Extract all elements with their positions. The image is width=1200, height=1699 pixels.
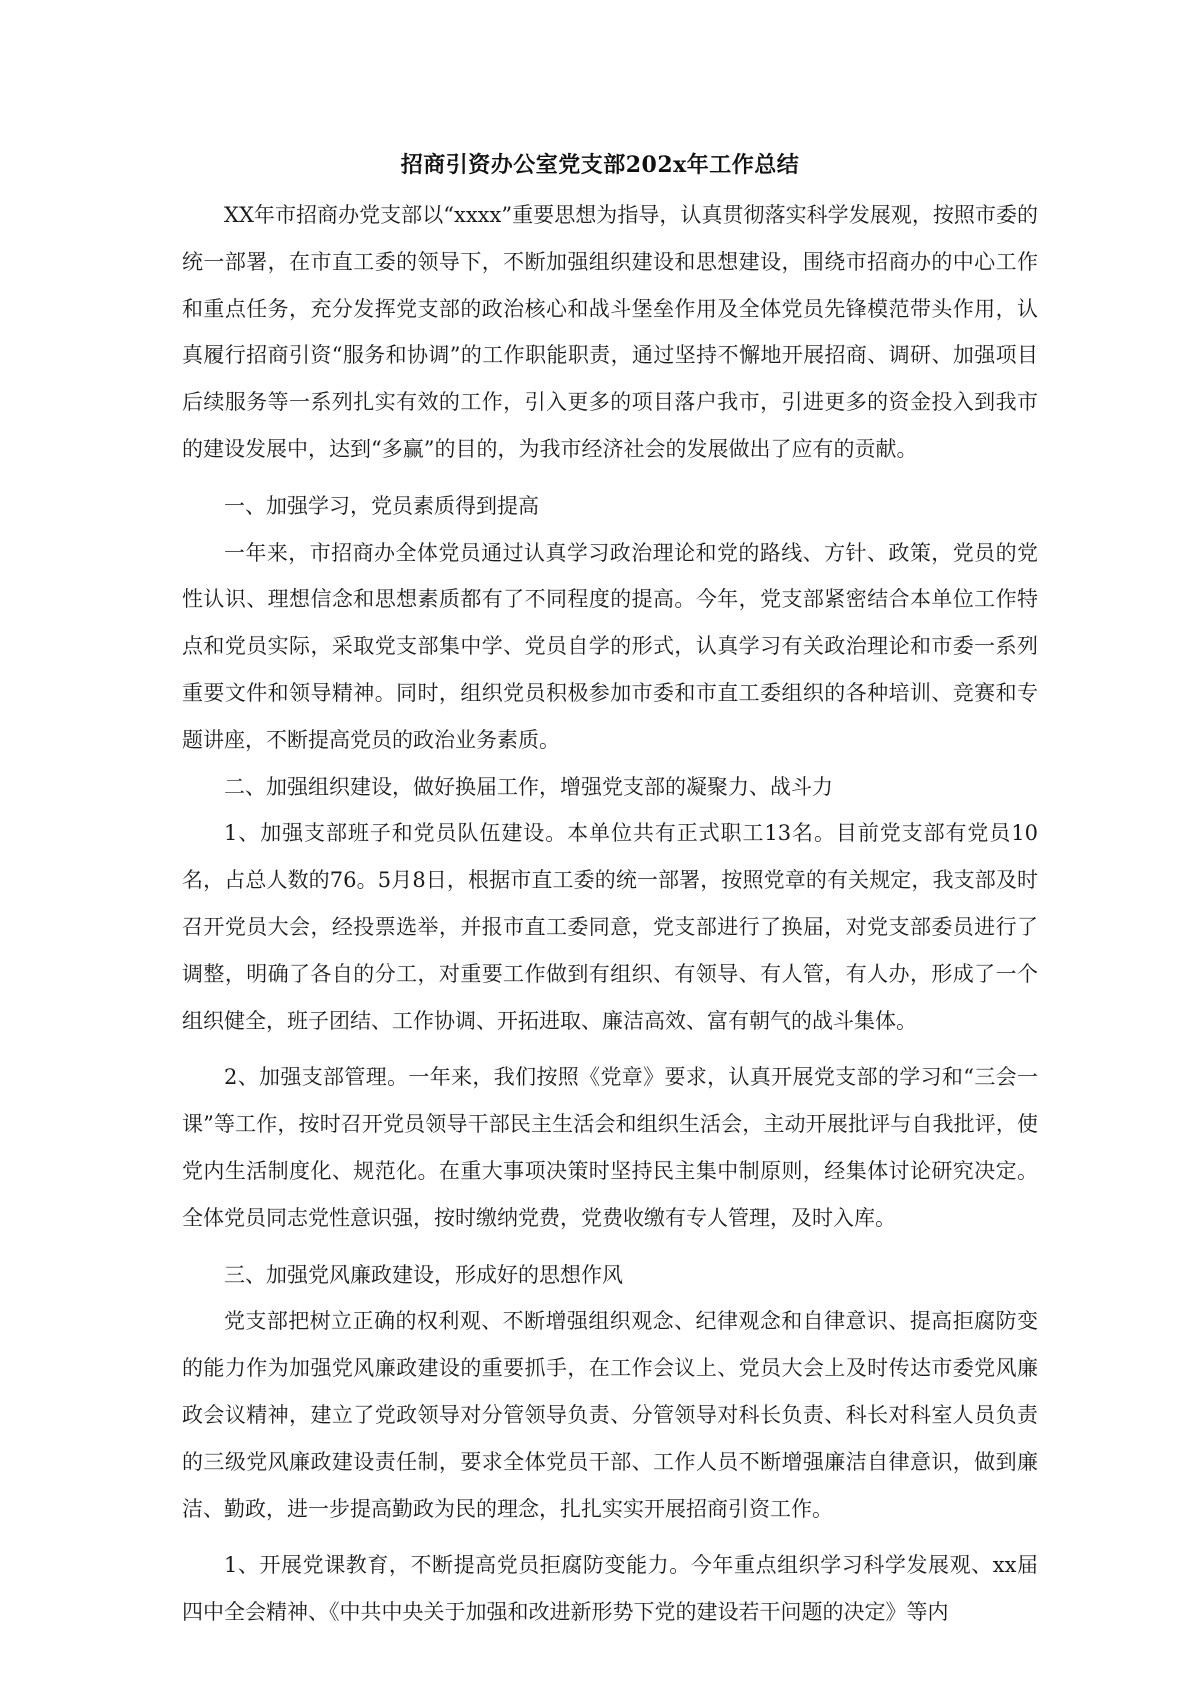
document-body [182, 192, 1038, 1636]
section-3-paragraph: 党支部把树立正确的权利观、不断增强组织观念、纪律观念和自律意识、提高拒腐防变的能力作为加强党风廉政建设的重要抓手，在工作会议上、党员大会上及时传达市委党风廉政会议精神，建立了党政领导对分管领导负责、分管领导对科长负责、科长对科室人员负责的三级党风廉政建设责任制，要求全体党员干部、工作人员不断增强廉洁自律意识，做到廉洁、勤政，进一步提高勤政为民的理念，扎扎实实开展招商引资工作。 [182, 1309, 1038, 1521]
section-2-item-1: 1、加强支部班子和党员队伍建设。本单位共有正式职工13名。目前党支部有党员10名，占总人数的76。5月8日，根据市直工委的统一部署，按照党章的有关规定，我支部及时召开党员大会，经投票选举，并报市直工委同意，党支部进行了换届，对党支部委员进行了调整，明确了各自的分工，对重要工作做到有组织、有领导、有人管，有人办，形成了一个组织健全，班子团结、工作协调、开拓进取、廉洁高效、富有朝气的战斗集体。 [182, 821, 1038, 1033]
section-heading-1: 一、加强学习，党员素质得到提高 [224, 493, 539, 518]
section-heading-2: 二、加强组织建设，做好换届工作，增强党支部的凝聚力、战斗力 [224, 774, 833, 799]
section-heading-3: 三、加强党风廉政建设，形成好的思想作风 [224, 1262, 623, 1287]
section-1-paragraph: 一年来，市招商办全体党员通过认真学习政治理论和党的路线、方针、政策，党员的党性认识、理想信念和思想素质都有了不同程度的提高。今年，党支部紧密结合本单位工作特点和党员实际，采取党支部集中学、党员自学的形式，认真学习有关政治理论和市委一系列重要文件和领导精神。同时，组织党员积极参加市委和市直工委组织的各种培训、竞赛和专题讲座，不断提高党员的政治业务素质。 [182, 540, 1038, 752]
section-3-item-1: 1、开展党课教育，不断提高党员拒腐防变能力。今年重点组织学习科学发展观、xx届四中全会精神、《中共中央关于加强和改进新形势下党的建设若干问题的决定》等内 [182, 1553, 1038, 1625]
document-title: 招商引资办公室党支部202x年工作总结 [400, 152, 800, 178]
section-2-item-2: 2、加强支部管理。一年来，我们按照《党章》要求，认真开展党支部的学习和“三会一课”等工作，按时召开党员领导干部民主生活会和组织生活会，主动开展批评与自我批评，使党内生活制度化、规范化。在重大事项决策时坚持民主集中制原则，经集体讨论研究决定。全体党员同志党性意识强，按时缴纳党费，党费收缴有专人管理，及时入库。 [182, 1065, 1038, 1230]
intro-paragraph: XX年市招商办党支部以“xxxx”重要思想为指导，认真贯彻落实科学发展观，按照市委的统一部署，在市直工委的领导下，不断加强组织建设和思想建设，围绕市招商办的中心工作和重点任务，充分发挥党支部的政治核心和战斗堡垒作用及全体党员先锋模范带头作用，认真履行招商引资“服务和协调”的工作职能职责，通过坚持不懈地开展招商、调研、加强项目后续服务等一系列扎实有效的工作，引入更多的项目落户我市，引进更多的资金投入到我市的建设发展中，达到“多赢”的目的，为我市经济社会的发展做出了应有的贡献。 [182, 203, 1038, 461]
